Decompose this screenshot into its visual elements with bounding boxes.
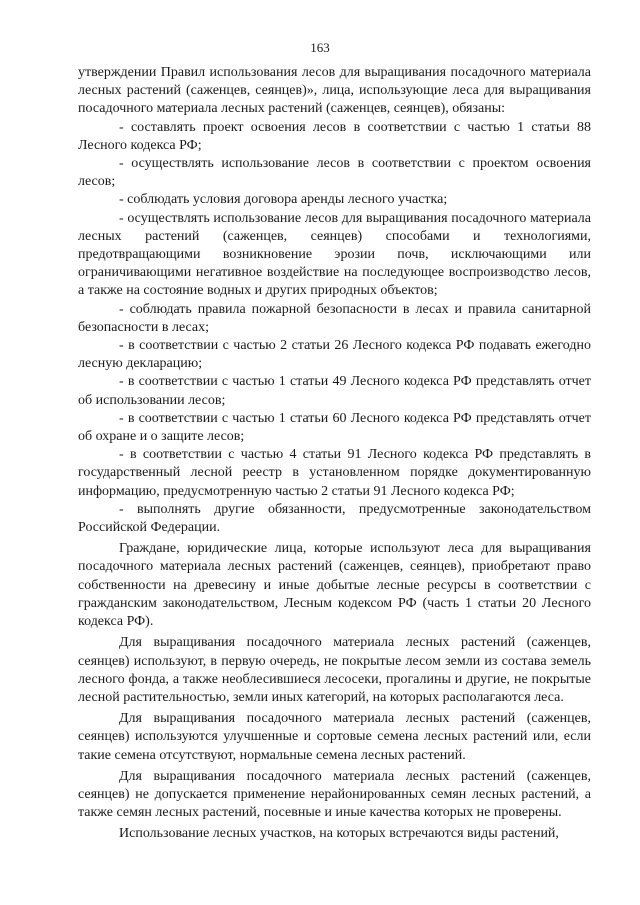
list-item: - в соответствии с частью 1 статьи 49 Лесного кодекса РФ представлять отчет об использовании лесов;: [78, 374, 591, 408]
page-number: 163: [310, 40, 330, 55]
paragraph: Для выращивания посадочного материала лесных растений (саженцев, сеянцев) используются улучшенные и сортовые семена лесных растений или, если такие семена отсутствуют, нормальные семена лесных растений.: [78, 711, 591, 763]
paragraph: Граждане, юридические лица, которые используют леса для выращивания посадочного материала лесных растений (саженцев, сеянцев), приобретают право собственности на древесину и иные добытые лесные ресурсы в соответствии с гражданским законодательством, Лесным кодексом РФ (часть 1 статьи 20 Лесного кодекса РФ).: [78, 541, 591, 630]
document-body: [78, 64, 591, 844]
list-item: - осуществлять использование лесов для выращивания посадочного материала лесных растений (саженцев, сеянцев) способами и технологиями, предотвращающими возникновение эрозии почв, исключающими или ограничивающими негативное воздействие на последующее воспроизводство лесов, а также на состояние водных и других природных объектов;: [78, 210, 591, 299]
list-item: - выполнять другие обязанности, предусмотренные законодательством Российской Федерации.: [78, 501, 591, 536]
list-item: - в соответствии с частью 2 статьи 26 Лесного кодекса РФ подавать ежегодно лесную декларацию;: [78, 338, 591, 372]
list-item: - соблюдать правила пожарной безопасности в лесах и правила санитарной безопасности в лесах;: [78, 301, 591, 335]
paragraph: Для выращивания посадочного материала лесных растений (саженцев, сеянцев) используют, в первую очередь, не покрытые лесом земли из состава земель лесного фонда, а также необлесившиеся лесосеки, прогалины и другие, не покрытые лесной растительностью, земли иных категорий, на которых располагаются леса.: [78, 635, 591, 705]
list-item: - в соответствии с частью 4 статьи 91 Лесного кодекса РФ представлять в государственный лесной реестр в установленном порядке документированную информацию, предусмотренную частью 2 статьи 91 Лесного кодекса РФ;: [78, 447, 591, 499]
paragraph: Для выращивания посадочного материала лесных растений (саженцев, сеянцев) не допускается применение нерайонированных семян лесных растений, а также семян лесных растений, посевные и иные качества которых не проверены.: [78, 768, 591, 821]
paragraph-intro: утверждении Правил использования лесов для выращивания посадочного материала лесных растений (саженцев, сеянцев)», лица, использующие леса для выращивания посадочного материала лесных растений (саженцев, сеянцев), обязаны:: [78, 65, 591, 117]
list-item: - составлять проект освоения лесов в соответствии с частью 1 статьи 88 Лесного кодекса РФ;: [78, 119, 591, 153]
list-item: - в соответствии с частью 1 статьи 60 Лесного кодекса РФ представлять отчет об охране и о защите лесов;: [78, 410, 591, 445]
list-item: - осуществлять использование лесов в соответствии с проектом освоения лесов;: [78, 156, 591, 190]
paragraph: Использование лесных участков, на которых встречаются виды растений,: [119, 826, 559, 842]
list-item: - соблюдать условия договора аренды лесного участка;: [119, 192, 448, 208]
